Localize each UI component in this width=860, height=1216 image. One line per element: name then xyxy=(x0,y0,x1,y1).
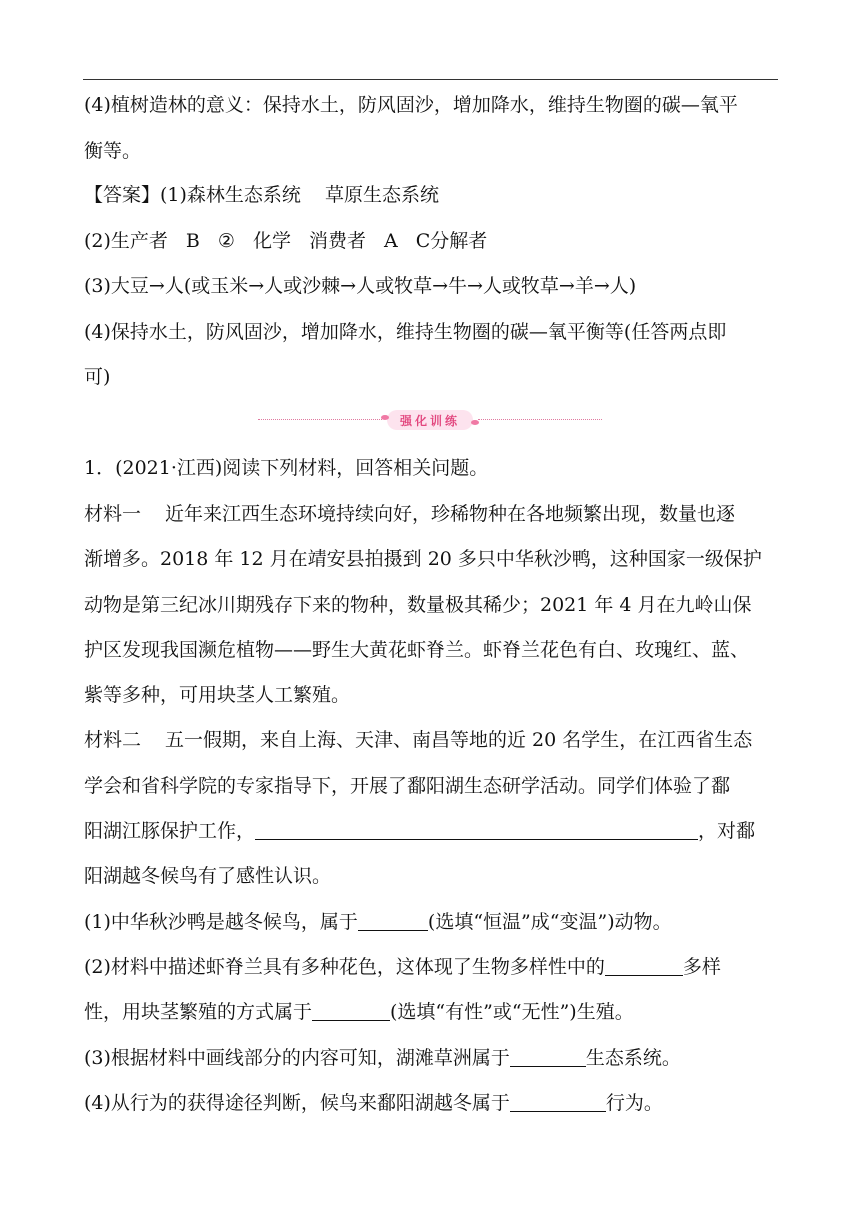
material2-line-4: 阳湖越冬候鸟有了感性认识。 xyxy=(84,865,332,887)
answer-blank[interactable] xyxy=(312,1002,390,1021)
answer-blank[interactable] xyxy=(255,821,698,840)
sub-question-text: (3)根据材料中画线部分的内容可知，湖滩草洲属于 xyxy=(84,1047,510,1069)
answer-line-1 xyxy=(84,182,439,208)
material1-line-2: 渐增多。2018 年 12 月在靖安县拍摄到 20 多只中华秋沙鸭，这种国家一级保护 xyxy=(84,548,762,570)
answer-part2-item: ② xyxy=(217,230,235,252)
answer-label: 【答案】 xyxy=(84,184,161,206)
answer-part2-item: 消费者 xyxy=(308,230,366,252)
sub-question-2-line-2 xyxy=(84,999,634,1025)
sub-question-text: 多样 xyxy=(682,956,721,978)
material2-line-3 xyxy=(84,818,755,844)
answer-blank[interactable] xyxy=(510,1093,606,1112)
sub-question-4 xyxy=(84,1090,663,1116)
material1-text: 近年来江西生态环境持续向好，珍稀物种在各地频繁出现，数量也逐 xyxy=(165,503,736,525)
section-badge-text: 强化训练 xyxy=(399,413,460,428)
material1-line-1 xyxy=(84,501,735,527)
divider-dots-left xyxy=(258,419,382,420)
answer-part2-item: A xyxy=(383,230,398,252)
section-divider xyxy=(258,408,602,432)
answer-blank[interactable] xyxy=(605,957,683,976)
answer-part2-item: (2)生产者 xyxy=(84,230,168,252)
sub-question-text: 生态系统。 xyxy=(585,1047,681,1069)
leaf-icon xyxy=(471,420,479,425)
sub-question-text: (4)从行为的获得途径判断，候鸟来鄱阳湖越冬属于 xyxy=(84,1092,510,1114)
answer-blank[interactable] xyxy=(510,1048,586,1067)
sub-question-2-line-1 xyxy=(84,954,721,980)
divider-dots-right xyxy=(478,419,602,420)
sub-question-text: (1)中华秋沙鸭是越冬候鸟，属于 xyxy=(84,911,358,933)
material1-line-5: 紫等多种，可用块茎人工繁殖。 xyxy=(84,684,351,706)
answer-part1-a: (1)森林生态系统 xyxy=(160,184,301,206)
answer-part2-item: C分解者 xyxy=(415,230,488,252)
material1-line-4: 护区发现我国濒危植物——野生大黄花虾脊兰。虾脊兰花色有白、玫瑰红、蓝、 xyxy=(84,639,750,661)
answer-part2-item: B xyxy=(185,230,200,252)
sub-question-text: (选填“有性”或“无性”)生殖。 xyxy=(390,1001,634,1023)
answer-part2-item: 化学 xyxy=(252,230,291,252)
material2-text: 五一假期，来自上海、天津、南昌等地的近 20 名学生，在江西省生态 xyxy=(165,729,753,751)
sub-question-text: 性，用块茎繁殖的方式属于 xyxy=(84,1001,313,1023)
section-badge xyxy=(387,408,473,432)
header-rule xyxy=(83,79,778,80)
sub-question-text: (2)材料中描述虾脊兰具有多种花色，这体现了生物多样性中的 xyxy=(84,956,605,978)
explanation-line-2: 衡等。 xyxy=(84,140,142,162)
sub-question-1 xyxy=(84,909,672,935)
explanation-line-1: (4)植树造林的意义：保持水土，防风固沙，增加降水，维持生物圈的碳—氧平 xyxy=(84,94,738,116)
sub-question-3 xyxy=(84,1045,681,1071)
answer-part1-b: 草原生态系统 xyxy=(324,184,439,206)
answer-line-4: (4)保持水土，防风固沙，增加降水，维持生物圈的碳—氧平衡等(任答两点即 xyxy=(84,321,727,343)
material2-text: ，对鄱 xyxy=(698,820,756,842)
answer-line-5: 可) xyxy=(84,366,111,388)
answer-line-3: (3)大豆→人(或玉米→人或沙棘→人或牧草→牛→人或牧草→羊→人) xyxy=(84,275,637,297)
material2-label: 材料二 xyxy=(84,729,142,751)
answer-line-2 xyxy=(84,228,487,254)
material2-text: 阳湖江豚保护工作， xyxy=(84,820,256,842)
material2-line-1 xyxy=(84,727,752,753)
material1-label: 材料一 xyxy=(84,503,142,525)
material1-line-3: 动物是第三纪冰川期残存下来的物种，数量极其稀少；2021 年 4 月在九岭山保 xyxy=(84,594,752,616)
question-header: 1．(2021·江西)阅读下列材料，回答相关问题。 xyxy=(84,457,489,479)
sub-question-text: 行为。 xyxy=(605,1092,663,1114)
material2-line-2: 学会和省科学院的专家指导下，开展了鄱阳湖生态研学活动。同学们体验了鄱 xyxy=(84,775,731,797)
leaf-icon xyxy=(381,415,389,420)
sub-question-text: (选填“恒温”成“变温”)动物。 xyxy=(427,911,672,933)
answer-blank[interactable] xyxy=(358,912,428,931)
